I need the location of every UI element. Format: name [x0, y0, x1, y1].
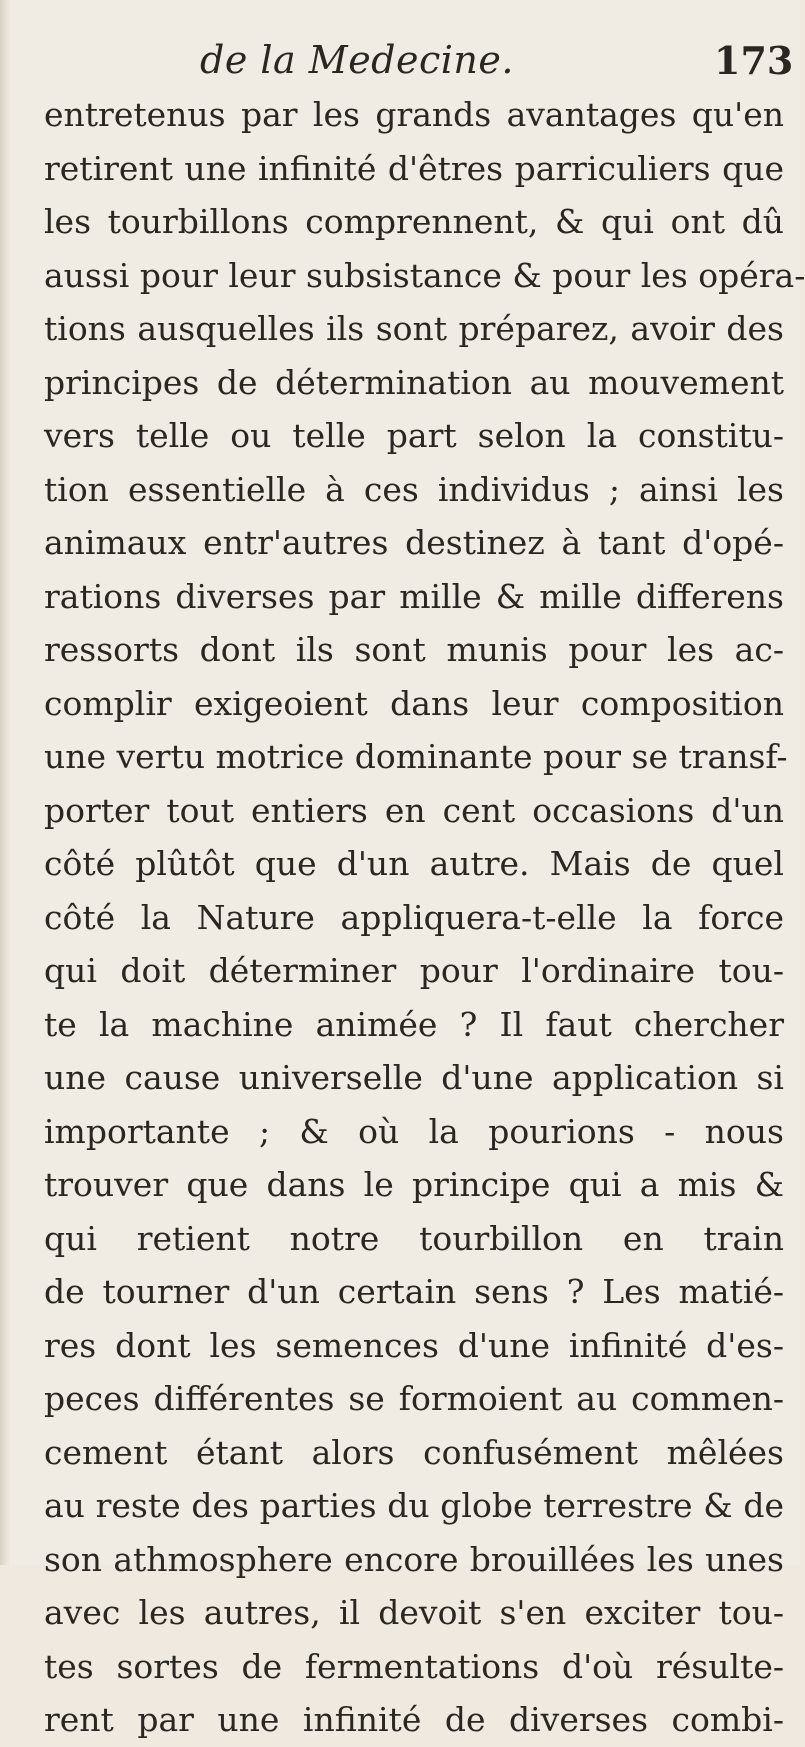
text-line: porter tout entiers en cent occasions d'un: [44, 790, 784, 830]
running-title: de la Medecine.: [200, 38, 514, 82]
text-line: res dont les semences d'une infinité d'es-: [44, 1325, 784, 1365]
text-line: de tourner d'un certain sens ? Les matié-: [44, 1272, 784, 1311]
page-header: [0, 38, 800, 88]
text-line: aussi pour leur subsistance & pour les opéra-: [44, 255, 805, 295]
text-line: qui retient notre tourbillon en train: [44, 1218, 784, 1258]
body-text: [44, 88, 805, 1747]
text-line: cement étant alors confusément mêlées: [44, 1432, 784, 1472]
page-edge-shadow: [0, 0, 10, 1565]
text-line: côté plûtôt que d'un autre. Mais de quel: [44, 844, 784, 883]
text-line: au reste des parties du globe terrestre & de: [44, 1486, 784, 1525]
text-line: rations diverses par mille & mille differens: [44, 576, 784, 616]
text-line: animaux entr'autres destinez à tant d'opé-: [44, 523, 784, 562]
text-line: son athmosphere encore brouillées les unes: [44, 1539, 784, 1579]
text-line: avec les autres, il devoit s'en exciter tou-: [44, 1593, 784, 1632]
text-line: complir exigeoient dans leur composition: [44, 683, 784, 723]
text-line: les tourbillons comprennent, & qui ont dû: [44, 202, 784, 241]
text-line: retirent une infinité d'êtres parriculiers que: [44, 148, 784, 188]
text-line: vers telle ou telle part selon la constitu-: [44, 416, 784, 455]
text-line: une vertu motrice dominante pour se transf-: [44, 737, 788, 776]
text-line: principes de détermination au mouvement: [44, 362, 784, 402]
text-line: tions ausquelles ils sont préparez, avoir des: [44, 309, 784, 348]
text-line: peces différentes se formoient au commen-: [44, 1379, 784, 1418]
text-line: tes sortes de fermentations d'où résulte-: [44, 1646, 784, 1686]
text-line: entretenus par les grands avantages qu'en: [44, 95, 784, 134]
text-line: importante ; & où la pourions - nous: [44, 1111, 784, 1151]
text-line: rent par une infinité de diverses combi-: [44, 1700, 784, 1739]
text-line: trouver que dans le principe qui a mis &: [44, 1165, 784, 1204]
text-line: ressorts dont ils sont munis pour les ac-: [44, 630, 784, 669]
text-line: qui doit déterminer pour l'ordinaire tou-: [44, 951, 784, 990]
text-line: te la machine animée ? Il faut chercher: [44, 1004, 784, 1044]
page-number: 173: [714, 38, 794, 83]
text-line: une cause universelle d'une application si: [44, 1058, 784, 1097]
text-line: côté la Nature appliquera-t-elle la force: [44, 897, 784, 937]
text-line: tion essentielle à ces individus ; ainsi les: [44, 469, 784, 509]
